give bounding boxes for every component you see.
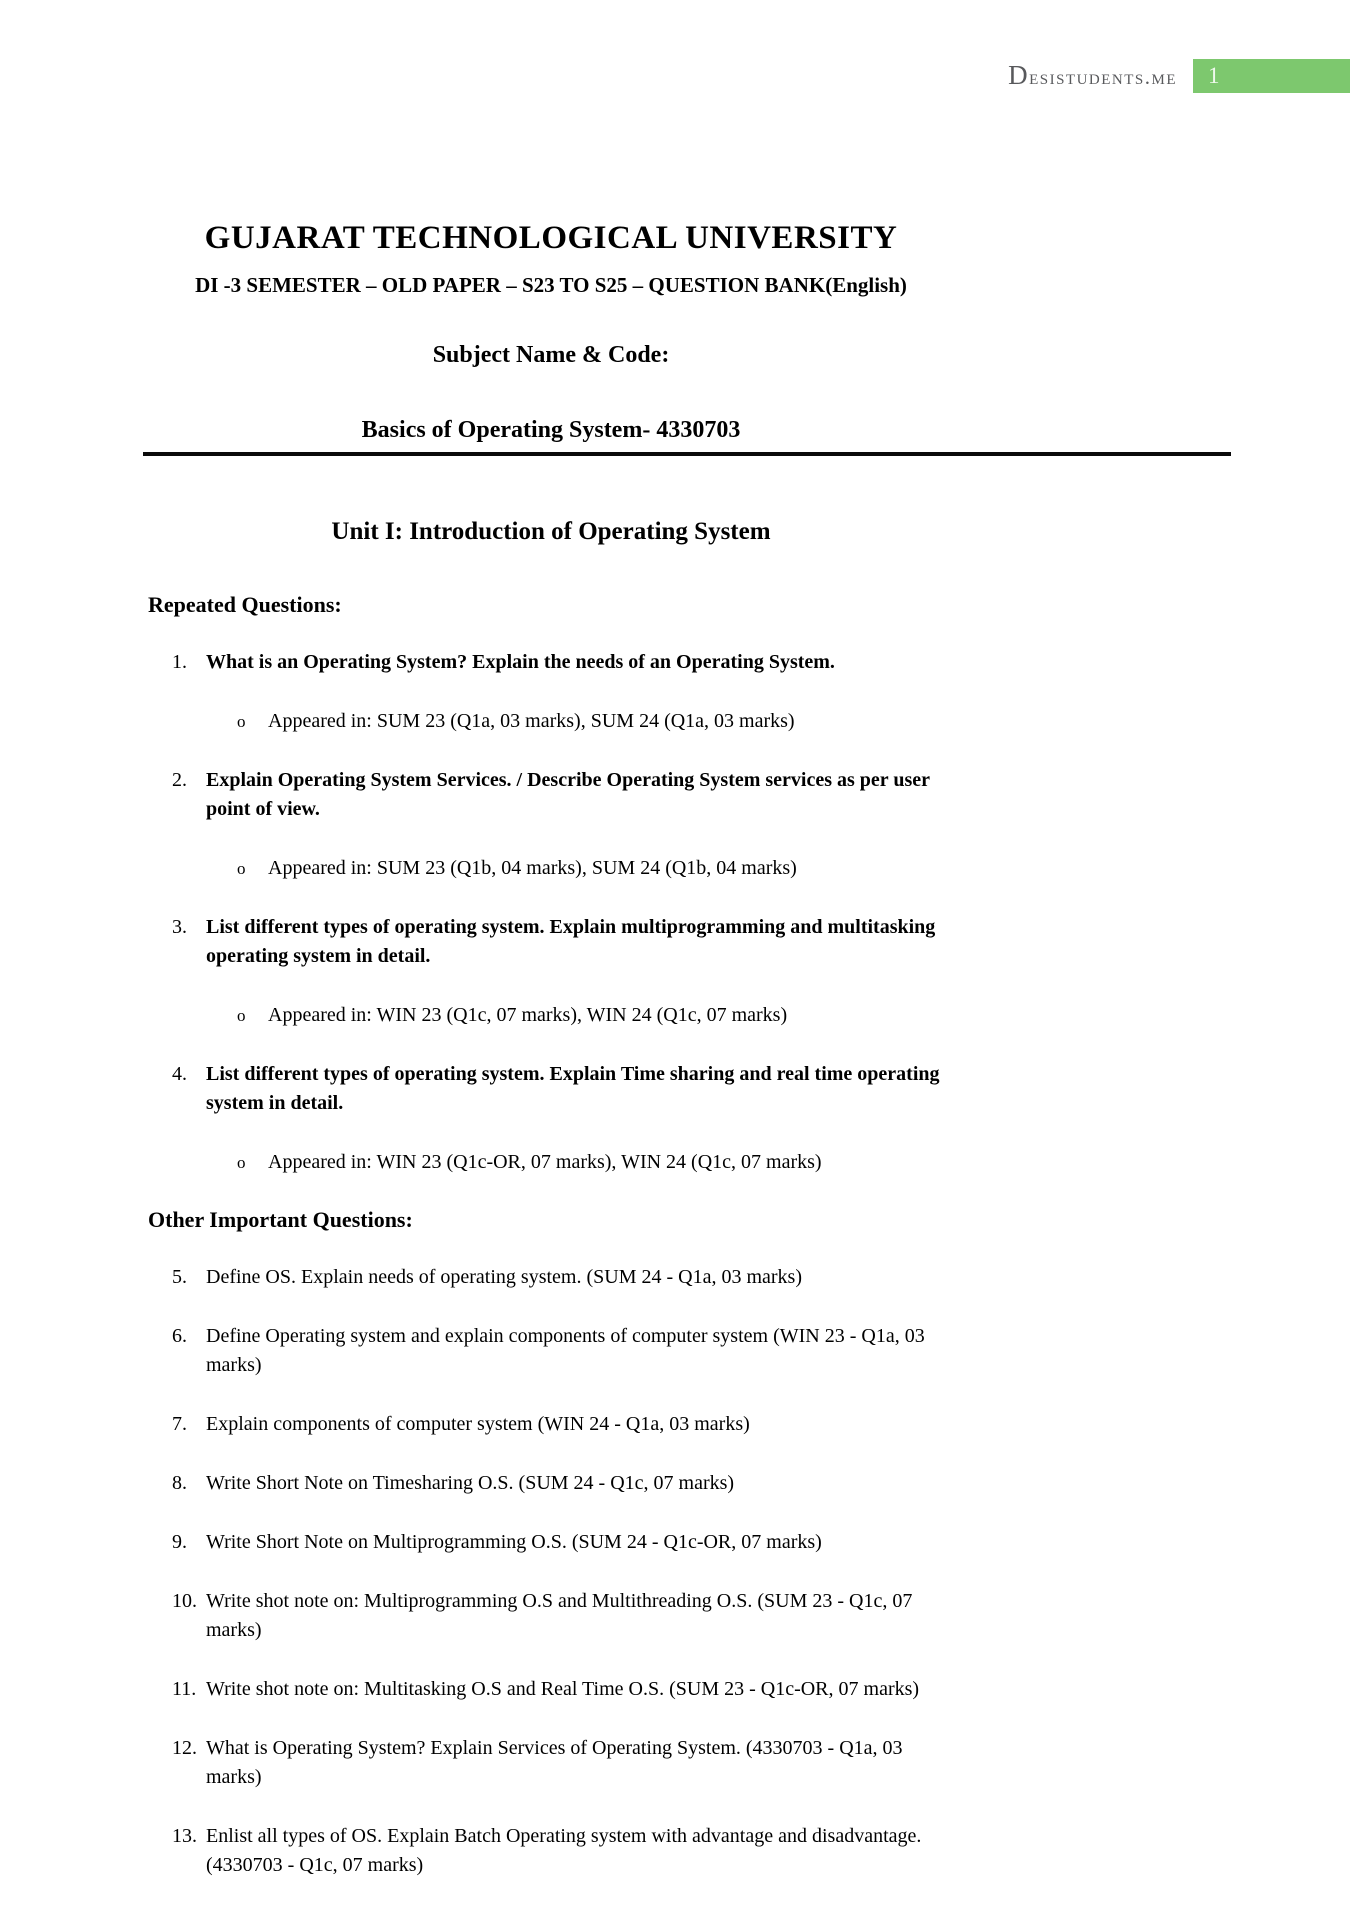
- question-number: 2.: [172, 769, 187, 791]
- page-header: [1008, 58, 1350, 94]
- page-number-badge: [1193, 59, 1350, 93]
- question-item: [145, 766, 957, 883]
- question-item: [145, 648, 957, 736]
- page-number: 1: [1208, 63, 1220, 88]
- question-number: 9.: [172, 1531, 187, 1553]
- question-text-column: [206, 1734, 951, 1792]
- question-text-column: [206, 1528, 951, 1557]
- question-item: [145, 1263, 957, 1292]
- question-text: Write shot note on: Multitasking O.S and Real Time O.S. (SUM 23 - Q1c-OR, 07 marks): [206, 1678, 920, 1700]
- unit-title: Unit I: Introduction of Operating System: [331, 518, 771, 545]
- question-text: Enlist all types of OS. Explain Batch Operating system with advantage and disadvantage. (4330703 - Q1c, 07 marks): [206, 1825, 922, 1876]
- question-text: Define Operating system and explain components of computer system (WIN 23 - Q1a, 03 marks): [206, 1325, 925, 1376]
- question-text-column: [206, 766, 951, 883]
- question-number: 13.: [172, 1825, 197, 1847]
- question-text-column: [206, 648, 951, 736]
- appeared-in-text: Appeared in: SUM 23 (Q1a, 03 marks), SUM 24 (Q1a, 03 marks): [268, 710, 795, 732]
- question-text-column: [206, 1060, 951, 1177]
- sub-bullet-marker: o: [237, 1006, 246, 1025]
- question-text: What is an Operating System? Explain the needs of an Operating System.: [206, 651, 835, 673]
- question-text: Define OS. Explain needs of operating system. (SUM 24 - Q1a, 03 marks): [206, 1266, 802, 1288]
- appeared-in-row: [237, 1148, 951, 1177]
- question-number: 5.: [172, 1266, 187, 1288]
- question-item: [145, 913, 957, 1030]
- question-text-column: [206, 1822, 951, 1880]
- question-text-column: [206, 1675, 951, 1704]
- question-section: [145, 1207, 957, 1880]
- subject-label: Subject Name & Code:: [432, 342, 670, 368]
- appeared-in-text: Appeared in: SUM 23 (Q1b, 04 marks), SUM 24 (Q1b, 04 marks): [268, 857, 797, 879]
- question-text-column: [206, 1263, 951, 1292]
- question-text-column: [206, 913, 951, 1030]
- question-number: 1.: [172, 651, 187, 673]
- university-title: GUJARAT TECHNOLOGICAL UNIVERSITY: [204, 220, 898, 256]
- question-item: [145, 1822, 957, 1880]
- question-text: What is Operating System? Explain Services of Operating System. (4330703 - Q1a, 03 marks): [206, 1737, 903, 1788]
- question-text: List different types of operating system. Explain Time sharing and real time operating system in detail.: [206, 1063, 940, 1114]
- question-item: [145, 1675, 957, 1704]
- question-item: [145, 1060, 957, 1177]
- paper-subtitle: DI -3 SEMESTER – OLD PAPER – S23 TO S25 – QUESTION BANK(English): [195, 273, 907, 297]
- question-text: Write shot note on: Multiprogramming O.S and Multithreading O.S. (SUM 23 - Q1c, 07 marks): [206, 1590, 913, 1641]
- question-number: 8.: [172, 1472, 187, 1494]
- site-watermark-label: Desistudents.me: [1008, 60, 1177, 90]
- question-section: [145, 592, 957, 1177]
- document-content: [145, 220, 957, 1910]
- appeared-in-row: [237, 1001, 951, 1030]
- question-item: [145, 1734, 957, 1792]
- question-number: 11.: [172, 1678, 197, 1700]
- section-heading: Other Important Questions:: [148, 1207, 413, 1232]
- question-number: 10.: [172, 1590, 197, 1612]
- question-item: [145, 1410, 957, 1439]
- sub-bullet-marker: o: [237, 1153, 246, 1172]
- question-number: 12.: [172, 1737, 197, 1759]
- question-text: Write Short Note on Timesharing O.S. (SUM 24 - Q1c, 07 marks): [206, 1472, 735, 1494]
- question-item: [145, 1528, 957, 1557]
- question-text: List different types of operating system. Explain multiprogramming and multitasking operating system in detail.: [206, 916, 936, 967]
- appeared-in-row: [237, 707, 951, 736]
- question-text-column: [206, 1587, 951, 1645]
- horizontal-rule: [143, 452, 1231, 456]
- question-number: 6.: [172, 1325, 187, 1347]
- appeared-in-text: Appeared in: WIN 23 (Q1c, 07 marks), WIN 24 (Q1c, 07 marks): [268, 1004, 788, 1026]
- question-item: [145, 1322, 957, 1380]
- question-number: 3.: [172, 916, 187, 938]
- question-text-column: [206, 1322, 951, 1380]
- question-text: Explain Operating System Services. / Describe Operating System services as per user point of view.: [206, 769, 930, 820]
- question-sections: [145, 592, 957, 1880]
- question-text-column: [206, 1410, 951, 1439]
- question-number: 4.: [172, 1063, 187, 1085]
- sub-bullet-marker: o: [237, 712, 246, 731]
- appeared-in-text: Appeared in: WIN 23 (Q1c-OR, 07 marks), WIN 24 (Q1c, 07 marks): [268, 1151, 822, 1173]
- question-item: [145, 1587, 957, 1645]
- sub-bullet-marker: o: [237, 859, 246, 878]
- question-text: Write Short Note on Multiprogramming O.S. (SUM 24 - Q1c-OR, 07 marks): [206, 1531, 822, 1553]
- section-heading: Repeated Questions:: [148, 592, 342, 617]
- question-number: 7.: [172, 1413, 187, 1435]
- question-text: Explain components of computer system (WIN 24 - Q1a, 03 marks): [206, 1413, 750, 1435]
- appeared-in-row: [237, 854, 951, 883]
- question-text-column: [206, 1469, 951, 1498]
- question-item: [145, 1469, 957, 1498]
- subject-name-code: Basics of Operating System- 4330703: [361, 417, 741, 443]
